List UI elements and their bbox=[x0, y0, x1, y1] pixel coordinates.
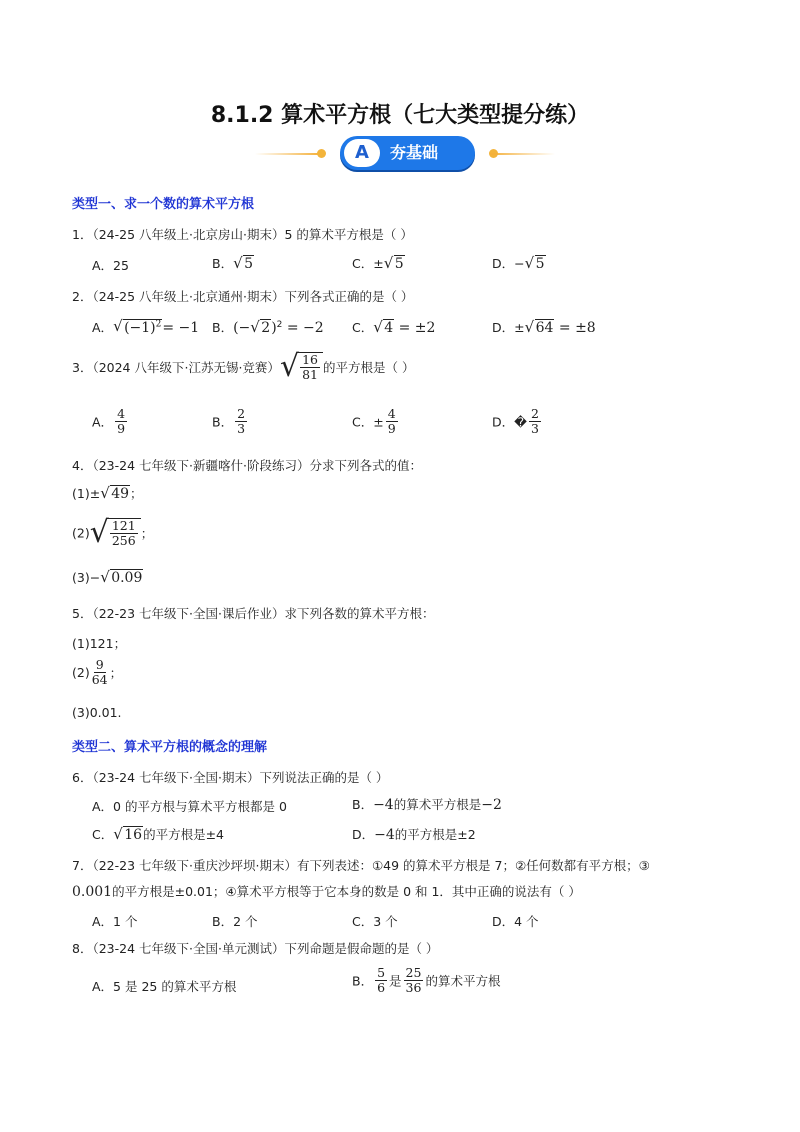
q2-option-a: A．√ $(-1)^2= -1$ bbox=[92, 318, 199, 336]
q5-part-1: (1)121； bbox=[72, 636, 127, 651]
q7-option-b: B．2 个 bbox=[212, 914, 258, 929]
q1-option-a: A．25 bbox=[92, 258, 129, 273]
q7-option-d: D．4 个 bbox=[492, 914, 539, 929]
page-title: 8.1.2 算术平方根（七大类型提分练） bbox=[210, 103, 590, 128]
q6-option-b: B．−4的算术平方根是−2 bbox=[352, 797, 502, 813]
q4-part-3: (3)−√ 0.09 bbox=[72, 570, 143, 586]
q3-option-d: D．� $\frac{2}{3}$ bbox=[492, 406, 539, 436]
q4-part-1: (1)±√ 49； bbox=[72, 484, 143, 502]
question-1-stem: 1．（24-25 八年级上·北京房山·期末）5 的算术平方根是（ ） bbox=[72, 227, 413, 242]
q5-part-2: (2) $\frac{9}{64}$ ； bbox=[72, 657, 123, 687]
question-7-line-2: 0.001的平方根是±0.01；④算术平方根等于它本身的数是 0 和 1．其中正确的说法有（ ） bbox=[72, 884, 581, 900]
banner-line-right bbox=[490, 153, 555, 155]
q7-option-a: A．1 个 bbox=[92, 914, 138, 929]
banner-label: 夯基础 bbox=[390, 143, 439, 162]
q8-option-b: B． $\frac{5}{6}$ 是 $\frac{25}{36}$ 的算术平方根 bbox=[352, 965, 501, 995]
question-7-line-1: 7．（22-23 七年级下·重庆沙坪坝·期末）有下列表述：①49 的算术平方根是 7；②任何数都有平方根；③ bbox=[72, 858, 650, 873]
q4-part-2: (2) √ $\frac{121}{256}$ ； bbox=[72, 515, 154, 550]
q5-part-3: (3)0.01. bbox=[72, 705, 122, 720]
question-5-stem: 5．（22-23 七年级下·全国·课后作业）求下列各数的算术平方根： bbox=[72, 606, 435, 621]
question-6-stem: 6．（23-24 七年级下·全国·期末）下列说法正确的是（ ） bbox=[72, 770, 389, 785]
banner-line-left bbox=[255, 153, 320, 155]
question-4-stem: 4．（23-24 七年级下·新疆喀什·阶段练习）分求下列各式的值： bbox=[72, 458, 422, 473]
q1-option-c: C．±√ 5 bbox=[352, 254, 405, 272]
level-banner bbox=[255, 136, 555, 170]
question-2-stem: 2．（24-25 八年级上·北京通州·期末）下列各式正确的是（ ） bbox=[72, 289, 414, 304]
question-3-stem: 3．（2024 八年级下·江苏无锡·竞赛） √ $\frac{16}{81}$ 的平方根是（ ） bbox=[72, 349, 415, 384]
q2-option-d: D．±√ 64 = ±8 bbox=[492, 318, 596, 336]
q3-option-b: B． $\frac{2}{3}$ bbox=[212, 406, 246, 436]
q7-option-c: C．3 个 bbox=[352, 914, 398, 929]
q8-option-a: A．5 是 25 的算术平方根 bbox=[92, 979, 237, 994]
q6-option-a: A．0 的平方根与算术平方根都是 0 bbox=[92, 799, 287, 814]
q3-option-a: A． $\frac{4}{9}$ bbox=[92, 406, 126, 436]
q6-option-c: C．√ 16的平方根是±4 bbox=[92, 825, 224, 843]
section-heading-1: 类型一、求一个数的算术平方根 bbox=[72, 197, 255, 212]
section-heading-2: 类型二、算术平方根的概念的理解 bbox=[72, 740, 268, 755]
q1-option-b: B．√ 5 bbox=[212, 254, 254, 272]
banner-badge: A bbox=[344, 139, 380, 167]
q2-option-c: C．√ 4 = ±2 bbox=[352, 318, 435, 336]
q2-option-b: B．(−√ 2)$^2$ = −2 bbox=[212, 318, 324, 336]
q6-option-d: D．−4的平方根是±2 bbox=[352, 827, 476, 843]
banner-dot-left bbox=[317, 149, 326, 158]
q1-option-d: D．−√ 5 bbox=[492, 254, 546, 272]
question-8-stem: 8．（23-24 七年级下·全国·单元测试）下列命题是假命题的是（ ） bbox=[72, 941, 439, 956]
q3-option-c: C．± $\frac{4}{9}$ bbox=[352, 406, 396, 436]
